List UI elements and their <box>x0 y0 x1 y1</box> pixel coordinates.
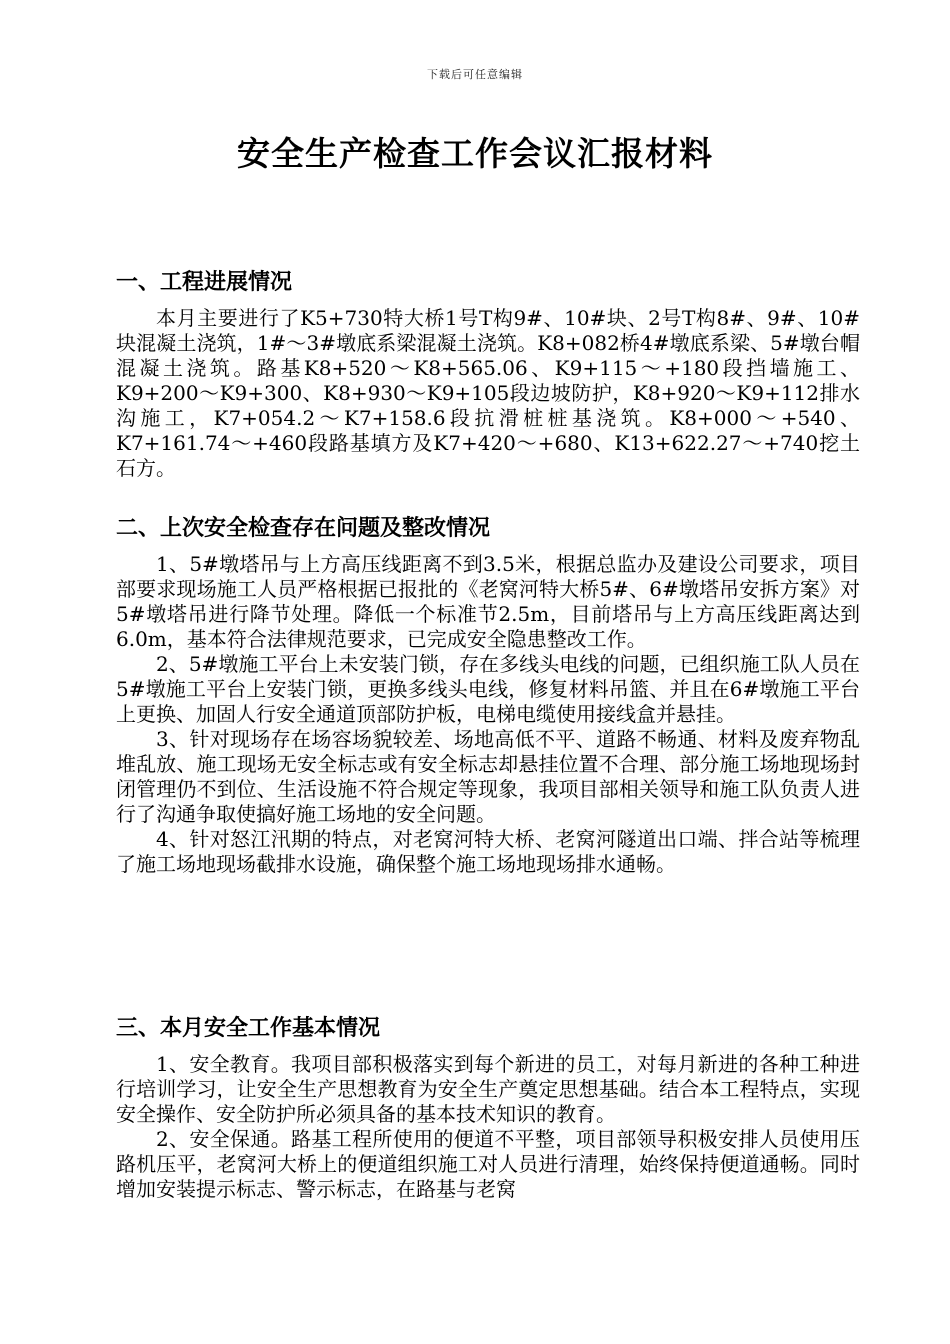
header-note: 下载后可任意编辑 <box>427 68 523 81</box>
section-heading: 三、本月安全工作基本情况 <box>116 1016 381 1041</box>
section-monthly-safety <box>116 1014 860 1202</box>
section-heading: 二、上次安全检查存在问题及整改情况 <box>116 516 491 541</box>
paragraph: 1、安全教育。我项目部积极落实到每个新进的员工，对每月新进的各种工种进行培训学习，让安全生产思想教育为安全生产奠定思想基础。结合本工程特点，实现安全操作、安全防护所必须具备的基本技术知识的教育。 <box>116 1052 860 1126</box>
section-previous-issues <box>116 514 860 877</box>
paragraph: 2、安全保通。路基工程所使用的便道不平整，项目部领导积极安排人员使用压路机压平，老窝河大桥上的便道组织施工对人员进行清理，始终保持便道通畅。同时增加安装提示标志、警示标志，在路基与老窝 <box>116 1127 860 1201</box>
document-title: 安全生产检查工作会议汇报材料 <box>237 134 713 173</box>
section-heading: 一、工程进展情况 <box>116 270 293 295</box>
paragraph: 4、针对怒江汛期的特点，对老窝河特大桥、老窝河隧道出口端、拌合站等梳理了施工场地现场截排水设施，确保整个施工场地现场排水通畅。 <box>116 827 860 876</box>
section-project-progress <box>116 268 860 481</box>
paragraph: 1、5#墩塔吊与上方高压线距离不到3.5米，根据总监办及建设公司要求，项目部要求现场施工人员严格根据已报批的《老窝河特大桥5#、6#墩塔吊安拆方案》对5#墩塔吊进行降节处理。降低一个标准节2.5m，目前塔吊与上方高压线距离达到6.0m，基本符合法律规范要求，已完成安全隐患整改工作。 <box>116 552 860 651</box>
paragraph: 本月主要进行了K5+730特大桥1号T构9#、10#块、2号T构8#、9#、10#块混凝土浇筑，1#～3#墩底系梁混凝土浇筑。K8+082桥4#墩底系梁、5#墩台帽混凝土浇筑。路基K8+520～K8+565.06、K9+115～+180段挡墙施工、K9+200～K9+300、K8+930～K9+105段边坡防护，K8+920～K9+112排水沟施工，K7+054.2～K7+158.6段抗滑桩桩基浇筑。K8+000～+540、K7+161.74～+460段路基填方及K7+420～+680、K13+622.27～+740挖土石方。 <box>116 306 860 480</box>
paragraph: 3、针对现场存在场容场貌较差、场地高低不平、道路不畅通、材料及废弃物乱堆乱放、施工现场无安全标志或有安全标志却悬挂位置不合理、部分施工场地现场封闭管理仍不到位、生活设施不符合规定等现象，我项目部相关领导和施工队负责人进行了沟通争取使搞好施工场地的安全问题。 <box>116 727 860 826</box>
paragraph: 2、5#墩施工平台上未安装门锁，存在多线头电线的问题，已组织施工队人员在5#墩施工平台上安装门锁，更换多线头电线，修复材料吊篮、并且在6#墩施工平台上更换、加固人行安全通道顶部防护板，电梯电缆使用接线盒并悬挂。 <box>116 652 860 726</box>
